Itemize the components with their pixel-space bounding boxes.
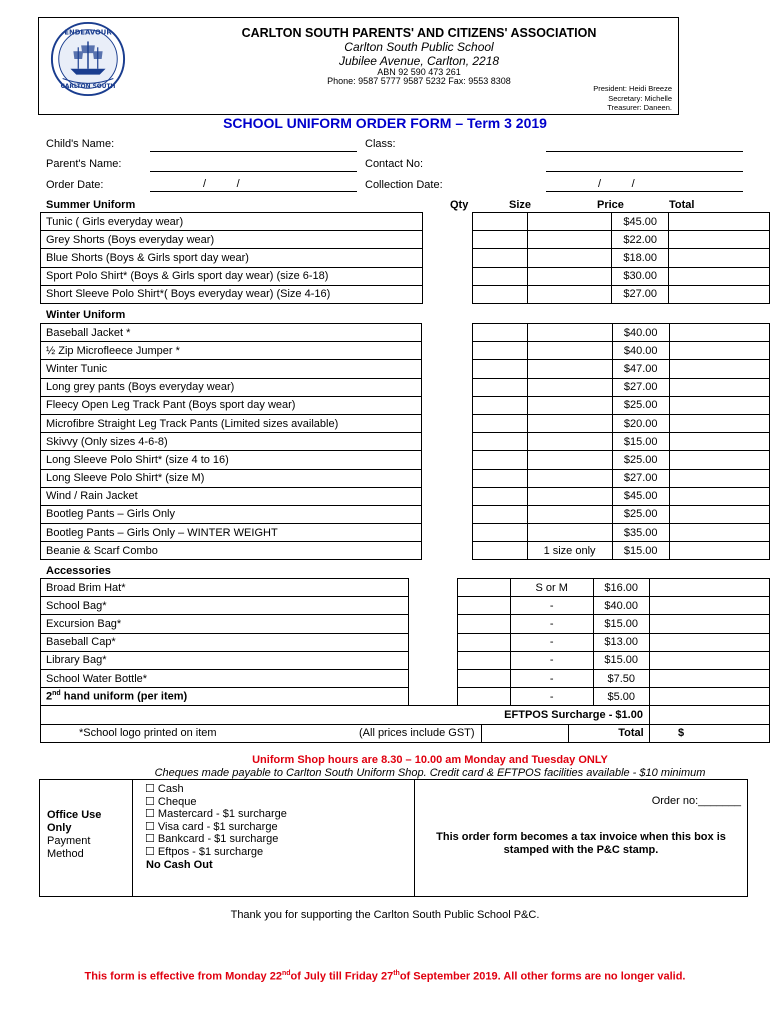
total-cell[interactable]: [649, 615, 769, 633]
total-cell[interactable]: [669, 451, 769, 469]
gap-cell: [422, 231, 473, 249]
price-cell: $45.00: [612, 487, 669, 505]
payment-option[interactable]: [145, 796, 287, 809]
total-cell[interactable]: [669, 524, 769, 542]
gap-cell: [422, 378, 473, 396]
total-cell[interactable]: [669, 414, 769, 432]
summer-item-desc: Short Sleeve Polo Shirt*( Boys everyday wear) (Size 4-16): [41, 285, 423, 303]
size-cell[interactable]: -: [510, 633, 593, 651]
price-cell: $27.00: [612, 285, 669, 303]
gap-cell: [422, 451, 473, 469]
total-cell[interactable]: [669, 396, 769, 414]
president: President: Heidi Breeze: [593, 84, 672, 93]
gst-note: (All prices include GST): [359, 726, 475, 739]
payment-option-label: Visa card - $1 surcharge: [157, 820, 278, 833]
gap-cell: [422, 524, 473, 542]
payment-option-label: Eftpos - $1 surcharge: [157, 845, 264, 858]
qty-cell[interactable]: [458, 688, 511, 706]
size-cell[interactable]: -: [510, 651, 593, 669]
phone-fax: Phone: 9587 5777 9587 5232 Fax: 9553 8308: [327, 76, 511, 86]
total-cell[interactable]: [669, 505, 769, 523]
price-cell: $45.00: [612, 213, 669, 231]
total-cell[interactable]: [669, 487, 769, 505]
winter-item-desc: Beanie & Scarf Combo: [41, 542, 422, 560]
order-no[interactable]: Order no:_______: [651, 795, 741, 807]
gap-cell: [422, 542, 473, 560]
price-cell: $18.00: [612, 249, 669, 267]
qty-cell[interactable]: [473, 469, 528, 487]
accessory-item-desc: Excursion Bag*: [41, 615, 409, 633]
table-row: [41, 249, 770, 267]
size-cell[interactable]: S or M: [510, 579, 593, 597]
header-box: [38, 17, 679, 115]
accessory-item-desc: School Water Bottle*: [41, 669, 409, 687]
gap-cell: [422, 249, 473, 267]
size-cell[interactable]: [528, 285, 612, 303]
tax-invoice-note: This order form becomes a tax invoice when this box is stamped with the P&C stamp.: [436, 831, 726, 856]
size-header: Size: [509, 199, 532, 211]
accessory-item-desc: Library Bag*: [41, 651, 409, 669]
order-date-input[interactable]: [150, 191, 357, 192]
dollar-sign: $: [677, 727, 685, 740]
winter-item-desc: Winter Tunic: [41, 360, 422, 378]
table-row: [41, 597, 770, 615]
winter-item-desc: Wind / Rain Jacket: [41, 487, 422, 505]
office-use-line1: Office Use: [47, 809, 102, 821]
total-header: Total: [669, 199, 695, 211]
table-row: [41, 213, 770, 231]
price-cell: $47.00: [612, 360, 669, 378]
total-cell[interactable]: [649, 597, 769, 615]
child-name-label: Child's Name:: [46, 138, 115, 150]
size-cell[interactable]: 1 size only: [527, 542, 612, 560]
winter-item-desc: Long Sleeve Polo Shirt* (size 4 to 16): [41, 451, 422, 469]
table-row: [41, 378, 770, 396]
qty-cell[interactable]: [473, 524, 528, 542]
contact-no-input[interactable]: [546, 171, 743, 172]
price-cell: $27.00: [612, 469, 669, 487]
collection-date-separators: / /: [598, 178, 635, 190]
parent-name-label: Parent's Name:: [46, 158, 122, 170]
total-cell[interactable]: [649, 669, 769, 687]
size-cell[interactable]: [528, 267, 612, 285]
table-row: [41, 469, 770, 487]
checkbox-icon[interactable]: ☐: [145, 820, 158, 833]
gap-cell: [409, 615, 458, 633]
secretary: Secretary: Michelle: [608, 93, 672, 103]
accessory-item-desc: Baseball Cap*: [41, 633, 409, 651]
total-cell[interactable]: [669, 469, 769, 487]
table-row: [41, 231, 770, 249]
class-label: Class:: [365, 138, 396, 150]
payment-option[interactable]: [145, 846, 287, 859]
gap-cell: [422, 487, 473, 505]
effective-part2: of July till Friday 27: [290, 970, 394, 983]
qty-header: Qty: [450, 199, 469, 211]
total-cell[interactable]: [649, 688, 769, 706]
school-name: Carlton South Public School: [344, 40, 494, 54]
thanks-note: Thank you for supporting the Carlton South Public School P&C.: [230, 909, 540, 921]
winter-heading: Winter Uniform: [46, 309, 126, 321]
table-row: [41, 542, 770, 560]
table-row: [41, 360, 770, 378]
price-cell: $25.00: [612, 505, 669, 523]
total-cell[interactable]: [669, 360, 769, 378]
winter-item-desc: Skivvy (Only sizes 4-6-8): [41, 433, 422, 451]
officers: [593, 84, 672, 113]
payment-option[interactable]: [145, 821, 287, 834]
checkbox-icon[interactable]: ☐: [145, 795, 158, 808]
qty-cell[interactable]: [473, 378, 528, 396]
shop-hours: Uniform Shop hours are 8.30 – 10.00 am Monday and Tuesday ONLY: [252, 754, 608, 766]
table-row: [41, 651, 770, 669]
total-cell[interactable]: [649, 633, 769, 651]
size-cell[interactable]: [527, 451, 612, 469]
payment-option[interactable]: [145, 808, 287, 821]
price-cell: $40.00: [612, 324, 669, 342]
total-cell[interactable]: [669, 342, 769, 360]
table-row: [41, 615, 770, 633]
table-row: [41, 285, 770, 303]
winter-item-desc: Bootleg Pants – Girls Only – WINTER WEIGHT: [41, 524, 422, 542]
accessories-table: [40, 578, 770, 743]
total-cell[interactable]: [669, 231, 770, 249]
eftpos-total-cell[interactable]: [649, 706, 769, 724]
qty-cell[interactable]: [473, 414, 528, 432]
size-cell[interactable]: [527, 487, 612, 505]
class-input[interactable]: [546, 151, 743, 152]
eftpos-surcharge: EFTPOS Surcharge - $1.00: [41, 706, 650, 724]
table-row: [41, 487, 770, 505]
gap-cell: [409, 579, 458, 597]
summer-item-desc: Blue Shorts (Boys & Girls sport day wear): [41, 249, 423, 267]
total-cell[interactable]: [669, 324, 769, 342]
gap-cell: [422, 396, 473, 414]
table-row: [41, 342, 770, 360]
total-cell[interactable]: [669, 542, 769, 560]
size-cell[interactable]: [527, 414, 612, 432]
summer-table: [40, 212, 770, 304]
size-cell[interactable]: [528, 249, 612, 267]
price-cell: $13.00: [593, 633, 649, 651]
price-cell: $40.00: [612, 342, 669, 360]
size-cell[interactable]: [527, 396, 612, 414]
size-cell[interactable]: [527, 342, 612, 360]
size-cell[interactable]: -: [510, 669, 593, 687]
checkbox-icon[interactable]: ☐: [145, 808, 158, 821]
accessories-heading: Accessories: [46, 565, 111, 577]
checkbox-icon[interactable]: ☐: [145, 833, 158, 846]
payment-option-label: Cash: [157, 783, 184, 795]
winter-item-desc: Microfibre Straight Leg Track Pants (Limited sizes available): [41, 414, 422, 432]
school-logo: [49, 20, 127, 98]
price-cell: $15.00: [593, 651, 649, 669]
size-cell[interactable]: [527, 505, 612, 523]
order-date-separators: / /: [203, 178, 240, 190]
price-cell: $15.00: [593, 615, 649, 633]
treasurer: Treasurer: Daneen.: [607, 103, 672, 112]
size-cell[interactable]: [527, 360, 612, 378]
table-row: [41, 451, 770, 469]
qty-cell[interactable]: [473, 487, 528, 505]
effective-sup1: nd: [281, 970, 291, 977]
table-row: [41, 669, 770, 687]
logo-note: *School logo printed on item: [79, 726, 217, 739]
qty-cell[interactable]: [458, 633, 511, 651]
qty-cell[interactable]: [473, 505, 528, 523]
winter-item-desc: Fleecy Open Leg Track Pant (Boys sport day wear): [41, 396, 422, 414]
office-use-label: [47, 809, 101, 861]
gap-cell: [422, 267, 473, 285]
price-cell: $25.00: [612, 396, 669, 414]
table-row: [41, 579, 770, 597]
price-cell: $40.00: [593, 597, 649, 615]
total-row: [41, 724, 770, 742]
qty-cell[interactable]: [473, 249, 528, 267]
accessory-item-desc: Broad Brim Hat*: [41, 579, 409, 597]
logo-bottom-text: CARLTON SOUTH: [60, 84, 116, 91]
winter-item-desc: ½ Zip Microfleece Jumper *: [41, 342, 422, 360]
total-cell[interactable]: [669, 378, 769, 396]
qty-cell[interactable]: [473, 231, 528, 249]
size-cell[interactable]: [528, 231, 612, 249]
effective-note: [0, 970, 770, 983]
size-cell[interactable]: [527, 524, 612, 542]
payment-option[interactable]: [145, 783, 287, 796]
price-cell: $16.00: [593, 579, 649, 597]
price-cell: $25.00: [612, 451, 669, 469]
payment-option-label: Mastercard - $1 surcharge: [157, 808, 287, 821]
effective-part3: of September 2019. All other forms are no longer valid.: [399, 970, 686, 983]
office-use-line2: Only: [47, 822, 72, 834]
office-use-line4: Method: [47, 848, 84, 860]
price-cell: $20.00: [612, 414, 669, 432]
gap-cell: [409, 633, 458, 651]
child-name-input[interactable]: [150, 151, 357, 152]
gap-cell: [422, 433, 473, 451]
qty-cell[interactable]: [473, 267, 528, 285]
size-cell[interactable]: [527, 324, 612, 342]
winter-item-desc: Bootleg Pants – Girls Only: [41, 505, 422, 523]
cheques-note: Cheques made payable to Carlton South Uniform Shop. Credit card & EFTPOS facilities available - $10 minimum: [154, 767, 706, 779]
parent-name-input[interactable]: [150, 171, 357, 172]
table-row: [41, 688, 770, 706]
table-row: [41, 414, 770, 432]
gap-cell: [422, 505, 473, 523]
gap-cell: [409, 597, 458, 615]
effective-sup2: th: [393, 970, 400, 977]
price-cell: $15.00: [612, 542, 669, 560]
gap-cell: [409, 669, 458, 687]
checkbox-icon[interactable]: ☐: [145, 783, 158, 795]
payment-box: [39, 779, 748, 897]
eftpos-row: [41, 706, 770, 724]
effective-part1: This form is effective from Monday 22: [84, 970, 282, 983]
price-cell: $27.00: [612, 378, 669, 396]
total-cell[interactable]: [649, 651, 769, 669]
qty-cell[interactable]: [458, 669, 511, 687]
logo-top-text: ENDEAVOUR: [64, 28, 112, 37]
size-cell[interactable]: [528, 213, 612, 231]
summer-heading: Summer Uniform: [46, 199, 136, 211]
summer-item-desc: Sport Polo Shirt* (Boys & Girls sport day wear) (size 6-18): [41, 267, 423, 285]
qty-cell[interactable]: [473, 213, 528, 231]
summer-item-desc: Grey Shorts (Boys everyday wear): [41, 231, 423, 249]
total-cell[interactable]: [669, 285, 770, 303]
accessory-item-desc: School Bag*: [41, 597, 409, 615]
payment-options: [145, 783, 287, 859]
price-cell: $35.00: [612, 524, 669, 542]
price-cell: $7.50: [593, 669, 649, 687]
gap-cell: [409, 651, 458, 669]
total-cell[interactable]: [669, 267, 770, 285]
size-cell[interactable]: -: [510, 688, 593, 706]
price-header: Price: [597, 199, 624, 211]
qty-cell[interactable]: [473, 342, 528, 360]
qty-cell[interactable]: [458, 615, 511, 633]
qty-cell[interactable]: [458, 597, 511, 615]
size-cell[interactable]: [527, 378, 612, 396]
table-row: [41, 433, 770, 451]
total-cell[interactable]: [669, 433, 769, 451]
gap-cell: [422, 342, 473, 360]
table-row: [41, 505, 770, 523]
collection-date-input[interactable]: [546, 191, 743, 192]
qty-cell[interactable]: [473, 396, 528, 414]
total-cell[interactable]: [669, 249, 770, 267]
gap-cell: [422, 414, 473, 432]
office-use-line3: Payment: [47, 835, 91, 847]
abn: ABN 92 590 473 261: [377, 67, 461, 77]
table-row: [41, 633, 770, 651]
gap-cell: [409, 688, 458, 706]
price-cell: $30.00: [612, 267, 669, 285]
qty-cell[interactable]: [473, 433, 528, 451]
gap-cell: [422, 213, 473, 231]
price-cell: $5.00: [593, 688, 649, 706]
winter-item-desc: Long grey pants (Boys everyday wear): [41, 378, 422, 396]
size-cell[interactable]: -: [510, 597, 593, 615]
gap-cell: [422, 285, 473, 303]
table-row: [41, 524, 770, 542]
summer-item-desc: Tunic ( Girls everyday wear): [41, 213, 423, 231]
gap-cell: [422, 360, 473, 378]
winter-item-desc: Long Sleeve Polo Shirt* (size M): [41, 469, 422, 487]
payment-option-label: Cheque: [157, 795, 197, 808]
association-title: CARLTON SOUTH PARENTS' AND CITIZENS' ASSOCIATION: [241, 26, 597, 40]
qty-cell[interactable]: [473, 324, 528, 342]
gap-cell: [422, 324, 473, 342]
winter-table: [40, 323, 770, 560]
total-cell[interactable]: [669, 213, 770, 231]
size-cell[interactable]: -: [510, 615, 593, 633]
qty-cell[interactable]: [473, 542, 528, 560]
school-address: Jubilee Avenue, Carlton, 2218: [338, 54, 500, 68]
qty-cell[interactable]: [458, 579, 511, 597]
total-label: Total: [618, 726, 644, 739]
total-cell[interactable]: [649, 579, 769, 597]
table-row: [41, 396, 770, 414]
no-cash-out: No Cash Out: [146, 859, 213, 871]
gap-cell: [422, 469, 473, 487]
winter-item-desc: Baseball Jacket *: [41, 324, 422, 342]
qty-cell[interactable]: [473, 285, 528, 303]
table-row: [41, 324, 770, 342]
form-title: SCHOOL UNIFORM ORDER FORM – Term 3 2019: [223, 115, 547, 131]
size-cell[interactable]: [527, 433, 612, 451]
payment-option[interactable]: [145, 833, 287, 846]
collection-date-label: Collection Date:: [365, 179, 443, 191]
price-cell: $22.00: [612, 231, 669, 249]
checkbox-icon[interactable]: ☐: [145, 845, 158, 858]
price-cell: $15.00: [612, 433, 669, 451]
size-cell[interactable]: [527, 469, 612, 487]
table-row: [41, 267, 770, 285]
qty-cell[interactable]: [473, 451, 528, 469]
qty-cell[interactable]: [458, 651, 511, 669]
accessory-item-desc: 2nd hand uniform (per item): [41, 688, 409, 706]
qty-cell[interactable]: [473, 360, 528, 378]
order-date-label: Order Date:: [46, 179, 104, 191]
contact-no-label: Contact No:: [365, 158, 424, 170]
payment-option-label: Bankcard - $1 surcharge: [157, 833, 279, 846]
